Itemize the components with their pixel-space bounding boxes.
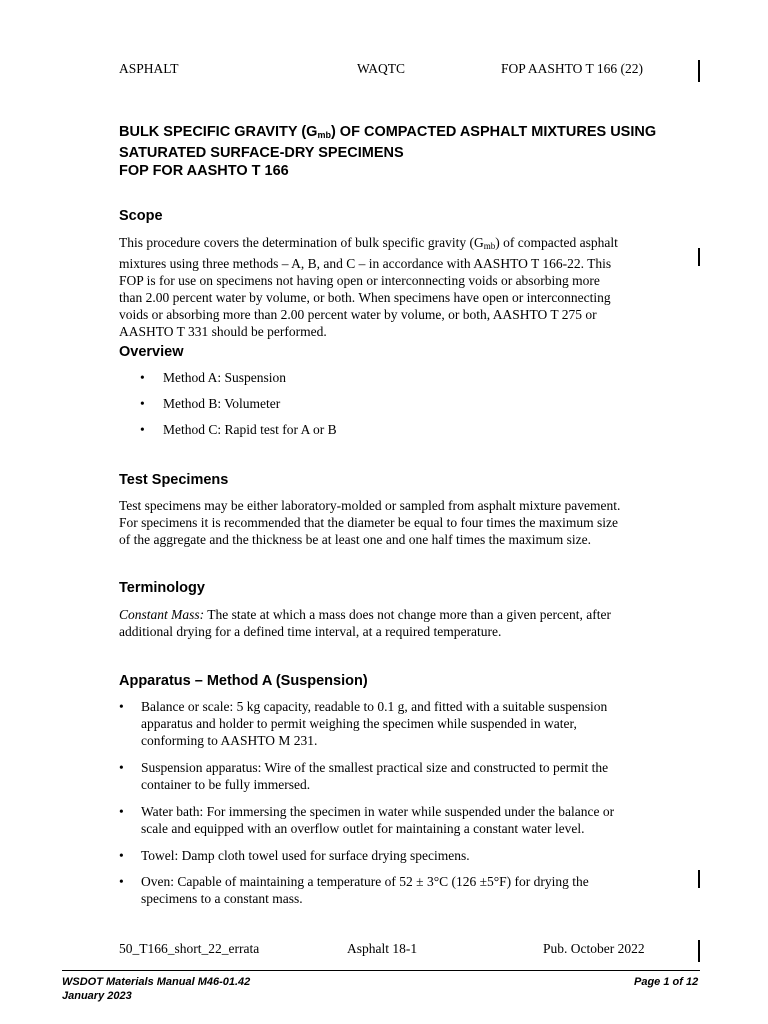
title-line-2: SATURATED SURFACE-DRY SPECIMENS [119, 145, 404, 161]
footer-file-name: 50_T166_short_22_errata [119, 941, 260, 956]
change-bar [698, 60, 700, 82]
apparatus-item: • Balance or scale: 5 kg capacity, readable to 0.1 g, and fitted with a suitable suspension apparatus and holder to permit weighing the specimen while suspended in water, conforming to AASHTO M 231. [119, 699, 608, 748]
bullet-icon: • [119, 699, 124, 714]
change-bar [698, 870, 700, 888]
footer-publication-date: Pub. October 2022 [543, 941, 645, 956]
scope-line: voids or absorbing more than 2.00 percent water by volume, or both, AASHTO T 275 or [119, 307, 597, 322]
scope-line: This procedure covers the determination of bulk specific gravity $(G_{mb})$ of compacted asphalt [119, 235, 618, 251]
header-left: ASPHALT [119, 61, 179, 76]
scope-line: than 2.00 percent water by volume, or both. When specimens have open or interconnecting [119, 290, 611, 305]
manual-title: WSDOT Materials Manual M46-01.42 [62, 976, 251, 988]
apparatus-item: • Suspension apparatus: Wire of the smallest practical size and constructed to permit the container to be fully immersed. [119, 760, 609, 792]
manual-page-count: Page 1 of 12 [634, 976, 699, 988]
footer-page-number: Asphalt 18-1 [347, 941, 418, 956]
terminology-line: additional drying for a defined time interval, at a required temperature. [119, 624, 502, 639]
scope-line: AASHTO T 331 should be performed. [119, 324, 327, 339]
header-right: FOP AASHTO T 166 (22) [501, 61, 644, 76]
specimens-paragraph [119, 497, 664, 548]
scope-heading: Scope [119, 208, 163, 224]
specimens-line: For specimens it is recommended that the diameter be equal to four times the maximum size [119, 515, 618, 530]
title-line-3: FOP FOR AASHTO T 166 [119, 163, 289, 179]
change-bar [698, 248, 700, 266]
bullet-icon: • [119, 804, 124, 819]
apparatus-item: • Water bath: For immersing the specimen in water while suspended under the balance or scale and equipped with an overflow outlet for maintaining a constant water level. [119, 804, 615, 836]
terminology-heading: Terminology [119, 580, 205, 596]
bullet-icon: • [140, 422, 145, 437]
footer-divider [62, 970, 700, 971]
terminology-line: Constant Mass: The state at which a mass does not change more than a given percent, after [119, 607, 611, 622]
document-title [119, 123, 699, 180]
manual-date: January 2023 [62, 990, 132, 1002]
term-label: Constant Mass: [119, 607, 205, 622]
scope-line: FOP is for use on specimens not having open or interconnecting voids or absorbing more [119, 273, 600, 288]
title-line-1: BULK SPECIFIC GRAVITY $(G_{mb})$ OF COMPACTED ASPHALT MIXTURES USING [119, 124, 657, 140]
bullet-icon: • [140, 396, 145, 411]
specimens-line: of the aggregate and the thickness be at least one and one half times the maximum size. [119, 532, 591, 547]
bullet-icon: • [140, 370, 145, 385]
bullet-icon: • [119, 874, 124, 889]
change-bar [698, 940, 700, 962]
apparatus-heading: Apparatus – Method A (Suspension) [119, 673, 368, 689]
bullet-icon: • [119, 760, 124, 775]
bullet-icon: • [119, 848, 124, 863]
header-center: WAQTC [357, 61, 405, 76]
apparatus-item: • Oven: Capable of maintaining a temperature of 52 ± 3°C (126 ±5°F) for drying the specimens to a constant mass. [119, 874, 589, 906]
scope-line: mixtures using three methods – A, B, and C – in accordance with AASHTO T 166-22. This [119, 256, 612, 271]
specimens-heading: Test Specimens [119, 472, 229, 488]
specimens-line: Test specimens may be either laboratory-molded or sampled from asphalt mixture pavement. [119, 498, 621, 513]
terminology-paragraph [119, 606, 664, 640]
apparatus-item: • Towel: Damp cloth towel used for surface drying specimens. [119, 848, 470, 863]
overview-heading: Overview [119, 344, 184, 360]
scope-paragraph [119, 234, 664, 340]
